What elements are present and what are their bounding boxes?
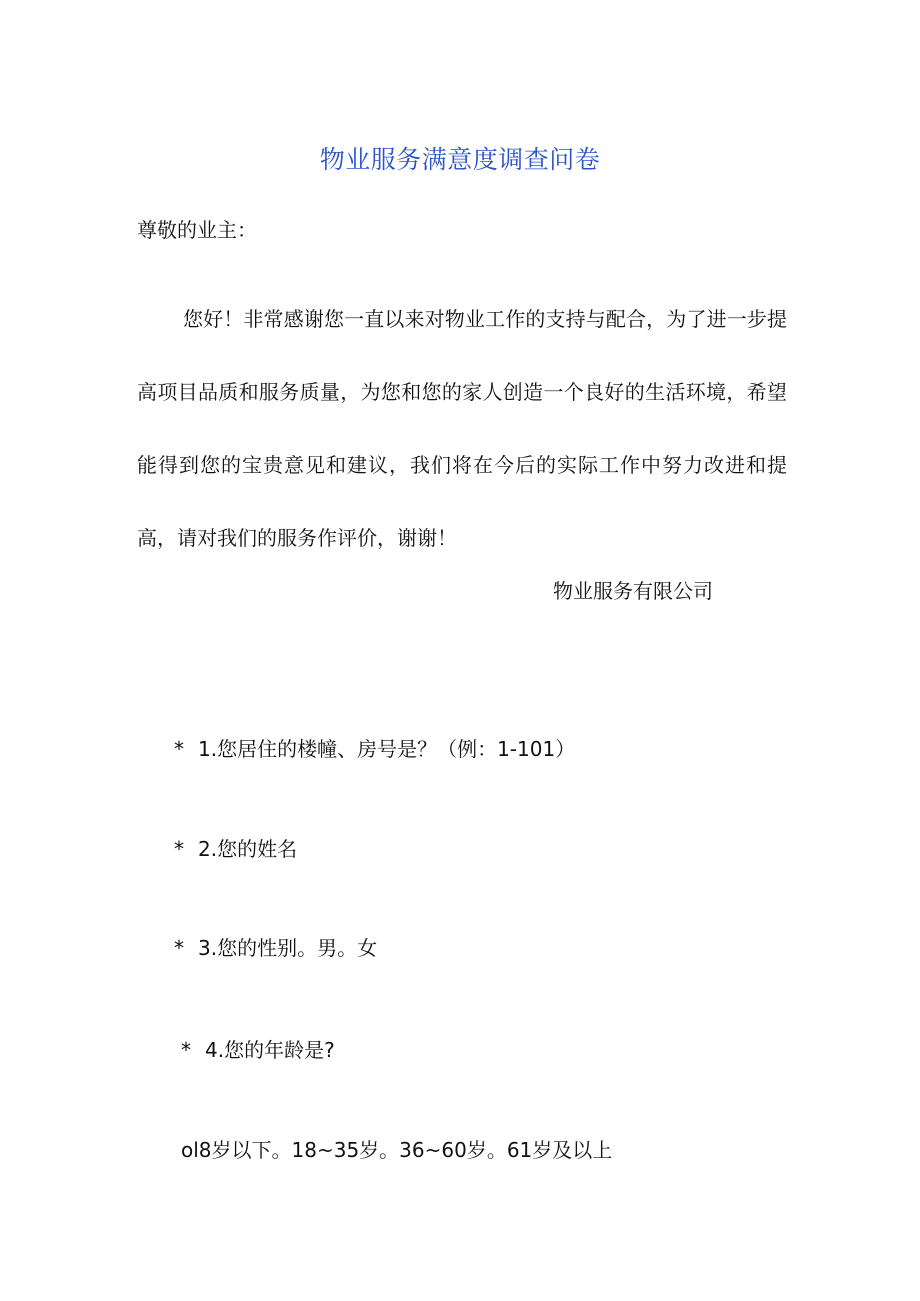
page-title: 物业服务满意度调查问卷 — [319, 145, 601, 174]
question-text: 1.您居住的楼幢、房号是？（例：1-101） — [198, 737, 576, 761]
salutation: 尊敬的业主： — [137, 218, 257, 242]
question-gender — [174, 930, 377, 966]
required-marker: * — [174, 936, 184, 960]
question-name — [174, 831, 297, 867]
question-text: 3.您的性别。男。女 — [198, 936, 378, 960]
question-text: 2.您的姓名 — [198, 837, 298, 861]
question-age — [181, 1032, 335, 1068]
intro-paragraph: 您好！非常感谢您一直以来对物业工作的支持与配合，为了进一步提高项目品质和服务质量，为您和您的家人创造一个良好的生活环境，希望能得到您的宝贵意见和建议，我们将在今后的实际工作中努力改进和提高，请对我们的服务作评价，谢谢！ — [137, 307, 787, 550]
age-options: ol8岁以下。18~35岁。36~60岁。61岁及以上 — [181, 1138, 613, 1162]
question-text: 4.您的年龄是? — [205, 1038, 335, 1062]
required-marker: * — [174, 837, 184, 861]
question-building-room — [174, 731, 575, 767]
required-marker: * — [174, 737, 184, 761]
required-marker: * — [181, 1038, 191, 1062]
company-signature: 物业服务有限公司 — [553, 579, 713, 603]
